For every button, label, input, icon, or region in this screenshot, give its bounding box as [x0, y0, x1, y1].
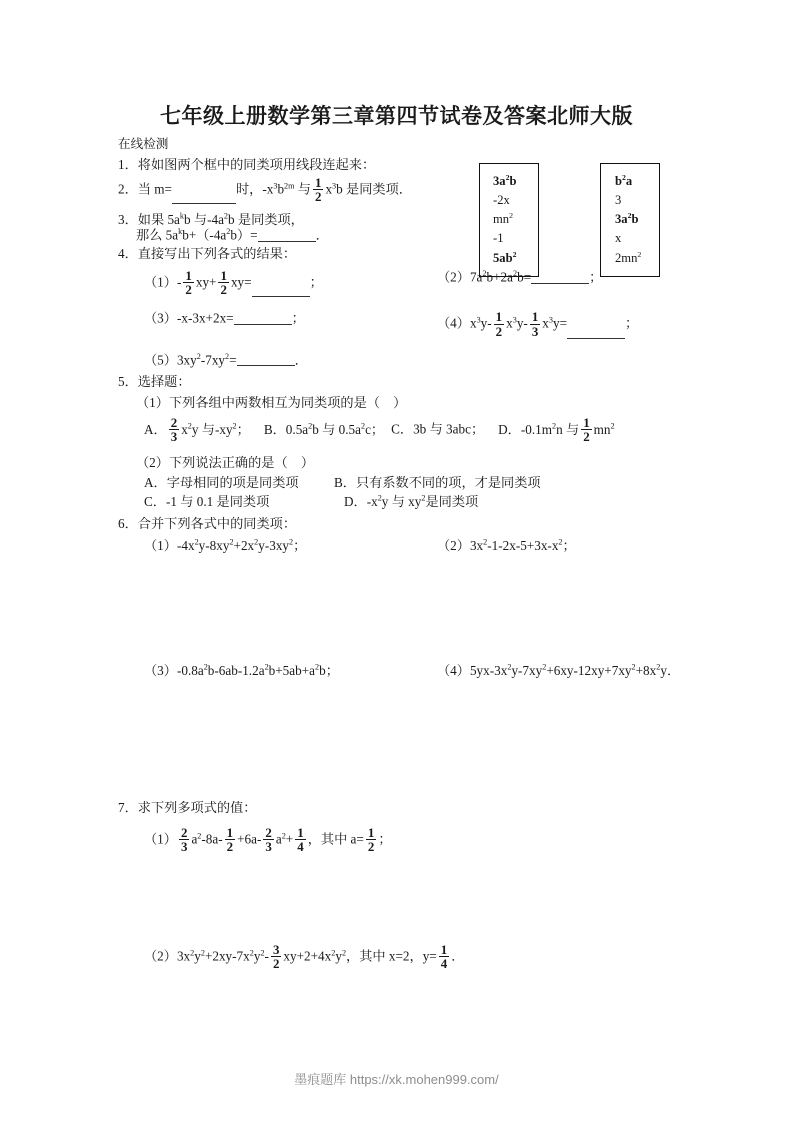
exponent: 2: [254, 537, 259, 547]
exponent: 2: [552, 421, 557, 431]
question-6-item-3: $(3)-0.8a^2b-6ab-1.2a^2b+5ab+a^2b$；: [144, 662, 339, 679]
exponent: 2: [513, 269, 518, 279]
answer-blank[interactable]: [172, 191, 236, 205]
exponent: 2: [196, 351, 201, 361]
exponent: 2: [197, 830, 202, 840]
exponent: 2: [308, 421, 313, 431]
question-6-item-2: $(2)3x^2-1-2x-5+3x-x^2$；: [437, 537, 576, 553]
fraction-two-thirds: $\frac{2}{3}$: [180, 824, 188, 854]
question-4-row2: [118, 311, 683, 338]
exponent: 2: [200, 948, 205, 958]
exponent: 2: [627, 211, 632, 221]
fraction-one-half: $\frac{1}{2}$: [220, 268, 227, 298]
work-space-1: [118, 552, 683, 664]
exponent: 2: [341, 948, 347, 958]
question-6-row2: [118, 664, 683, 677]
exponent: 2: [637, 249, 642, 259]
exponent: 2: [622, 172, 626, 182]
box-item: $3a^2b$: [493, 172, 517, 188]
exponent: 2: [421, 493, 426, 503]
exponent: 2: [377, 493, 382, 503]
exponent: 2: [203, 662, 208, 672]
box-item: $mn^2$: [493, 211, 513, 227]
box-item: $2mn^2$: [615, 249, 642, 265]
question-5-item-1-options: [118, 414, 683, 444]
exponent: 2: [331, 948, 336, 958]
exponent: 2m: [284, 181, 295, 191]
question-7: 7．求下列多项式的值：: [118, 800, 257, 816]
fraction-one-half: $\frac{1}{2}$: [185, 268, 192, 298]
exponent: 3: [332, 181, 337, 191]
exponent: 2: [512, 249, 517, 259]
question-4-item-4: $(4)x^3y-$ $\frac{1}{2}$ $x^3y-$ $\frac{1}{3}$ $x^3y=$ ；: [437, 309, 639, 339]
fraction-one-half: $\frac{1}{2}$: [583, 414, 590, 444]
question-5: 5．选择题：: [118, 374, 191, 390]
answer-blank[interactable]: [234, 311, 292, 325]
section-label: 在线检测: [118, 137, 169, 151]
question-4-item-5: $(5)3xy^2-7xy^2=$ ．: [144, 351, 308, 368]
exponent: 2: [260, 948, 265, 958]
question-6-row1: [118, 539, 683, 552]
question-4-item-1: （1）- $\frac{1}{2}$ xy+ $\frac{1}{2}$ xy= ；: [144, 268, 323, 298]
question-5-item-2-options-row1: [118, 476, 683, 489]
exponent: 2: [225, 351, 230, 361]
question-5-item-2: （2）下列说法正确的是（ ）: [136, 455, 315, 471]
exponent: 2: [232, 421, 237, 431]
question-5-item-2-options-row2: [118, 495, 683, 508]
exponent: 2: [264, 662, 269, 672]
question-3-line2: 那么 $5a^kb+(-4a^2b)=$ ．: [136, 227, 329, 243]
exponent: 2: [315, 662, 320, 672]
box-item: 3: [615, 193, 622, 208]
exponent: 2: [229, 537, 234, 547]
exponent: 2: [281, 830, 286, 840]
exponent: 2: [631, 662, 636, 672]
exponent: 2: [509, 211, 513, 221]
exponent: 3: [512, 315, 517, 325]
option-B[interactable]: B．$0.5a^2b$ 与 $0.5a^2c$；: [263, 421, 385, 437]
fraction-one-half: $\frac{1}{2}$: [495, 309, 503, 339]
exam-content: [118, 138, 683, 977]
box-item: $5ab^2$: [493, 249, 517, 265]
option-A[interactable]: A． $\frac{2}{3}$ $x^2y$ 与$-xy^2$；: [144, 414, 250, 444]
question-7-item-2: $(2)3x^2y^2+2xy-7x^2y^2-$ $\frac{3}{2}$ $xy+2+4x^2y^2$，其中 x=2，y= $\frac{1}{4}$ ．: [144, 941, 465, 972]
exponent: k: [179, 211, 184, 221]
question-4: 4．直接写出下列各式的结果：: [118, 245, 297, 261]
question-5-item-1: （1）下列各组中两数相互为同类项的是（ ）: [136, 394, 407, 410]
option-D[interactable]: D．$-0.1m^2n$ 与 $\frac{1}{2}$ $mn^2$: [498, 414, 615, 444]
option-C[interactable]: C．3b 与 3abc；: [391, 421, 485, 437]
work-space-2b: [118, 781, 683, 801]
answer-blank[interactable]: [252, 284, 310, 298]
question-2: 2．当 m= 时，$-x^3b^{2m}$ 与 $\frac{1}{2}$ $x^3b$ 是同类项．: [118, 174, 412, 204]
fraction-three-halves: $\frac{3}{2}$: [272, 941, 280, 972]
fraction-one-third: $\frac{1}{3}$: [531, 309, 539, 339]
question-4-item-3: （3）-x-3x+2x= ；: [144, 310, 305, 326]
fraction-one-half: $\frac{1}{2}$: [314, 174, 322, 204]
fraction-one-quarter: $\frac{1}{4}$: [440, 941, 448, 972]
fraction-one-half: $\frac{1}{2}$: [367, 824, 375, 854]
box-item: $3a^2b$: [615, 211, 639, 227]
work-space-3: [118, 860, 683, 920]
exponent: 3: [548, 315, 553, 325]
footer-watermark: 墨痕题库 https://xk.mohen999.com/: [294, 1072, 499, 1087]
exponent: 2: [187, 421, 192, 431]
exponent: 2: [226, 227, 231, 237]
option-C[interactable]: C．-1 与 0.1 是同类项: [144, 493, 270, 509]
answer-blank[interactable]: [237, 353, 295, 367]
page-title: 七年级上册数学第三章第四节试卷及答案北师大版: [160, 104, 633, 128]
box-item: -1: [493, 231, 504, 246]
exponent: 2: [482, 269, 487, 279]
question-1: 1．将如图两个框中的同类项用线段连起来：: [118, 156, 376, 172]
exponent: 2: [249, 948, 254, 958]
question-6: 6．合并下列各式中的同类项：: [118, 515, 297, 531]
option-D[interactable]: D．$-x^2y$ 与 $xy^2$是同类项: [344, 493, 479, 509]
answer-blank[interactable]: [567, 325, 625, 339]
answer-blank[interactable]: [531, 270, 589, 284]
fraction-one-quarter: $\frac{1}{4}$: [297, 824, 304, 854]
exponent: 2: [610, 421, 615, 431]
exponent: 2: [289, 537, 294, 547]
exponent: 3: [273, 181, 278, 191]
option-A[interactable]: A．字母相同的项是同类项: [144, 475, 299, 491]
fraction-two-thirds: $\frac{2}{3}$: [170, 414, 178, 444]
exponent: 2: [542, 662, 547, 672]
exponent: k: [178, 227, 183, 237]
work-space-2: [118, 677, 683, 781]
exponent: 2: [558, 537, 563, 547]
exponent: 2: [194, 537, 199, 547]
exponent: 2: [190, 948, 195, 958]
question-4-row1: [118, 270, 683, 297]
question-6-item-4: $(4)5yx-3x^2y-7xy^2+6xy-12xy+7xy^2+8x^2y$．: [437, 662, 681, 679]
fraction-two-thirds: $\frac{2}{3}$: [265, 824, 272, 854]
fraction-one-half: $\frac{1}{2}$: [226, 824, 234, 854]
exponent: 2: [223, 211, 229, 221]
work-space-3b: [118, 920, 683, 944]
exponent: 3: [476, 315, 481, 325]
option-B[interactable]: B．只有系数不同的项，才是同类项: [334, 475, 541, 491]
box-item: x: [615, 231, 622, 246]
exponent: 2: [656, 662, 661, 672]
exponent: 2: [507, 662, 512, 672]
question-3-line1: 3．如果 $5a^kb$ 与$-4a^2b$ 是同类项，: [118, 211, 304, 228]
box-item: $b^2a$: [615, 172, 633, 188]
exponent: 2: [483, 537, 488, 547]
answer-blank[interactable]: [258, 228, 316, 242]
question-6-item-1: $(1)-4x^2y-8xy^2+2x^2y-3xy^2$；: [144, 537, 307, 553]
exponent: 2: [360, 421, 366, 431]
question-7-item-1: （1） $\frac{2}{3}$ $a^2-8a-$ $\frac{1}{2}$ +6a- $\frac{2}{3}$ $a^2+$ $\frac{1}{4}$ ，其中 a= $\frac{1}{2}$ ；: [144, 824, 392, 854]
box-item: -2x: [493, 193, 510, 208]
question-4-item-2: $(2)7a^2b+2a^2b=$ ；: [437, 269, 603, 285]
exponent: 2: [505, 172, 510, 182]
